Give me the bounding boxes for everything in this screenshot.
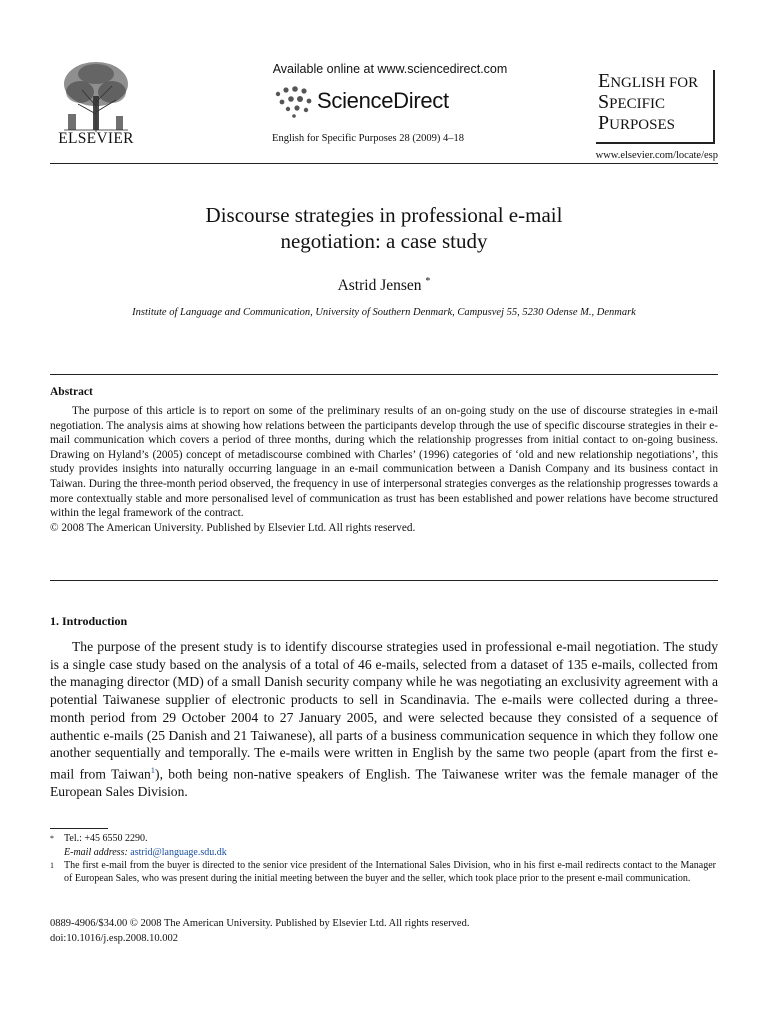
available-online-text: Available online at www.sciencedirect.com xyxy=(272,62,508,76)
sciencedirect-wordmark: ScienceDirect xyxy=(317,88,449,113)
introduction-body: The purpose of the present study is to identify discourse strategies used in professional e-mail negotiation. The study is a single case study based on the analysis of a total of 46 e-mails, selected from a dataset of 135 e-mails, collected from the managing director (MD) of a small Danish security company while he was negotiating an exclusivity agreement with a potential Taiwanese supplier of electronic products to sell in Scandinavia. The e-mails were collected during a three-month period from 29 October 2004 to 27 January 2005, and were selected because they consisted of a sequence of authentic e-mails (25 Danish and 21 Taiwanese), all parts of a business communication sequence in which they follow one another sequentially and temporally. The e-mails were written in English by the same two people (apart from the first e-mail from Taiwan$^1$), both being non-native speakers of English. The Taiwanese writer was the female manager of the European Sales Division. xyxy=(50,639,719,800)
abstract-divider-bottom xyxy=(50,580,718,581)
article-author: Astrid Jensen * xyxy=(337,276,431,295)
abstract-copyright: © 2008 The American University. Published by Elsevier Ltd. All rights reserved. xyxy=(50,521,416,534)
footnote-ref-1[interactable]: 1 xyxy=(150,764,156,775)
journal-title: ENGLISH FOR SPECIFIC PURPOSES xyxy=(598,70,699,134)
publisher-name: ELSEVIER xyxy=(58,130,134,147)
footnote-1: 1 The first e-mail from the buyer is directed to the senior vice president of the International Sales Division, who in his first e-mail redirects contact to the Manager of European Sales, who was present during the initial meeting between the buyer and the seller, which took place prior to the present e-mail communication. xyxy=(50,860,716,884)
journal-title-border-horizontal xyxy=(596,142,715,144)
journal-url[interactable]: www.elsevier.com/locate/esp xyxy=(595,150,718,161)
footnote-author: * Tel.: +45 6550 2290. xyxy=(50,833,148,844)
article-title: Discourse strategies in professional e-mail negotiation: a case study xyxy=(205,203,563,253)
abstract-text: The purpose of this article is to report on some of the preliminary results of an on-going study on the use of discourse strategies in e-mail negotiation. The analysis aims at showing how relations between the participants develop through the use of specific discourse strategies in their e-mail communication which covers a period of three months, during which the relationship progresses from initial contact to on-going business. Drawing on Hyland’s (2005) concept of metadiscourse combined with Charles’ (1996) categories of ‘old and new relationship negotiations’, this study provides insights into naturally occurring language in an e-mail communication between a Danish Company and its business contact in Taiwan. During the three-month period observed, the frequency in use of interpersonal strategies converges as the relationship progresses towards a more contextually stable and more personalised level of communication as trust has been established and power relations have become structured within the legal framework of the contract. xyxy=(50,405,718,520)
abstract-divider-top xyxy=(50,374,718,375)
author-footnote-mark[interactable]: * xyxy=(425,276,431,287)
section-heading-introduction: 1. Introduction xyxy=(50,614,128,628)
issn-copyright-line: 0889-4906/$34.00 © 2008 The American University. Published by Elsevier Ltd. All rights reserved. xyxy=(50,918,470,929)
header-divider xyxy=(50,163,718,164)
doi-line[interactable]: doi:10.1016/j.esp.2008.10.002 xyxy=(50,933,179,944)
author-email-link[interactable]: astrid@language.sdu.dk xyxy=(130,847,227,858)
journal-title-border-vertical xyxy=(713,70,715,144)
footnote-email: E-mail address: astrid@language.sdu.dk xyxy=(64,847,227,858)
abstract-body xyxy=(50,404,718,535)
journal-reference: English for Specific Purposes 28 (2009) 4–18 xyxy=(272,133,464,144)
footnote-divider xyxy=(50,828,108,829)
abstract-heading: Abstract xyxy=(50,386,93,398)
author-affiliation: Institute of Language and Communication, University of Southern Denmark, Campusvej 55, 5230 Odense M., Denmark xyxy=(132,307,636,318)
